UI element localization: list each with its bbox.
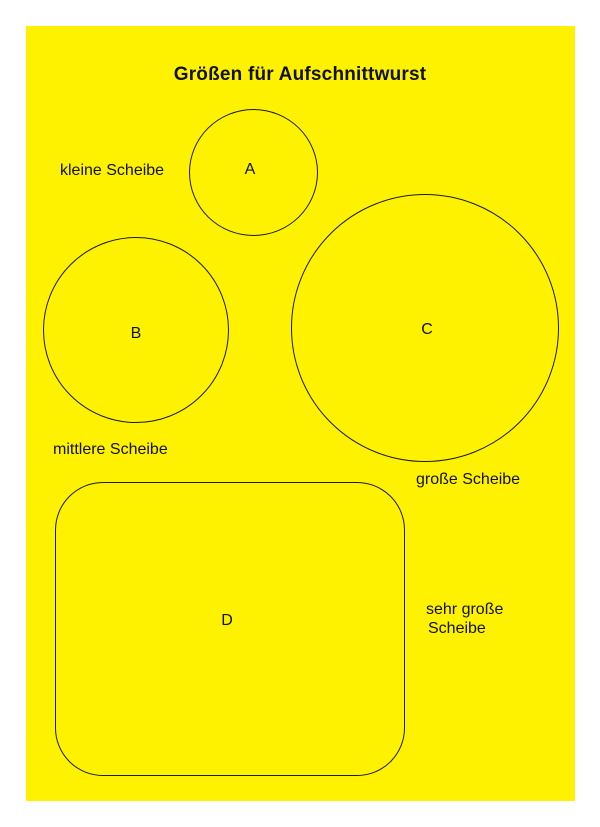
slice-a-label: kleine Scheibe [60, 162, 165, 179]
slice-a-letter: A [244, 161, 256, 178]
slice-c-label: große Scheibe [416, 471, 521, 488]
slice-d-label-line2: Scheibe [428, 620, 486, 637]
slice-d-label-line1: sehr große [426, 601, 504, 618]
slice-d-letter: D [221, 612, 233, 629]
slice-c-letter: C [421, 321, 433, 338]
page-title: Größen für Aufschnittwurst [173, 64, 427, 85]
slice-b-label: mittlere Scheibe [53, 441, 168, 458]
slice-b-letter: B [130, 325, 142, 342]
